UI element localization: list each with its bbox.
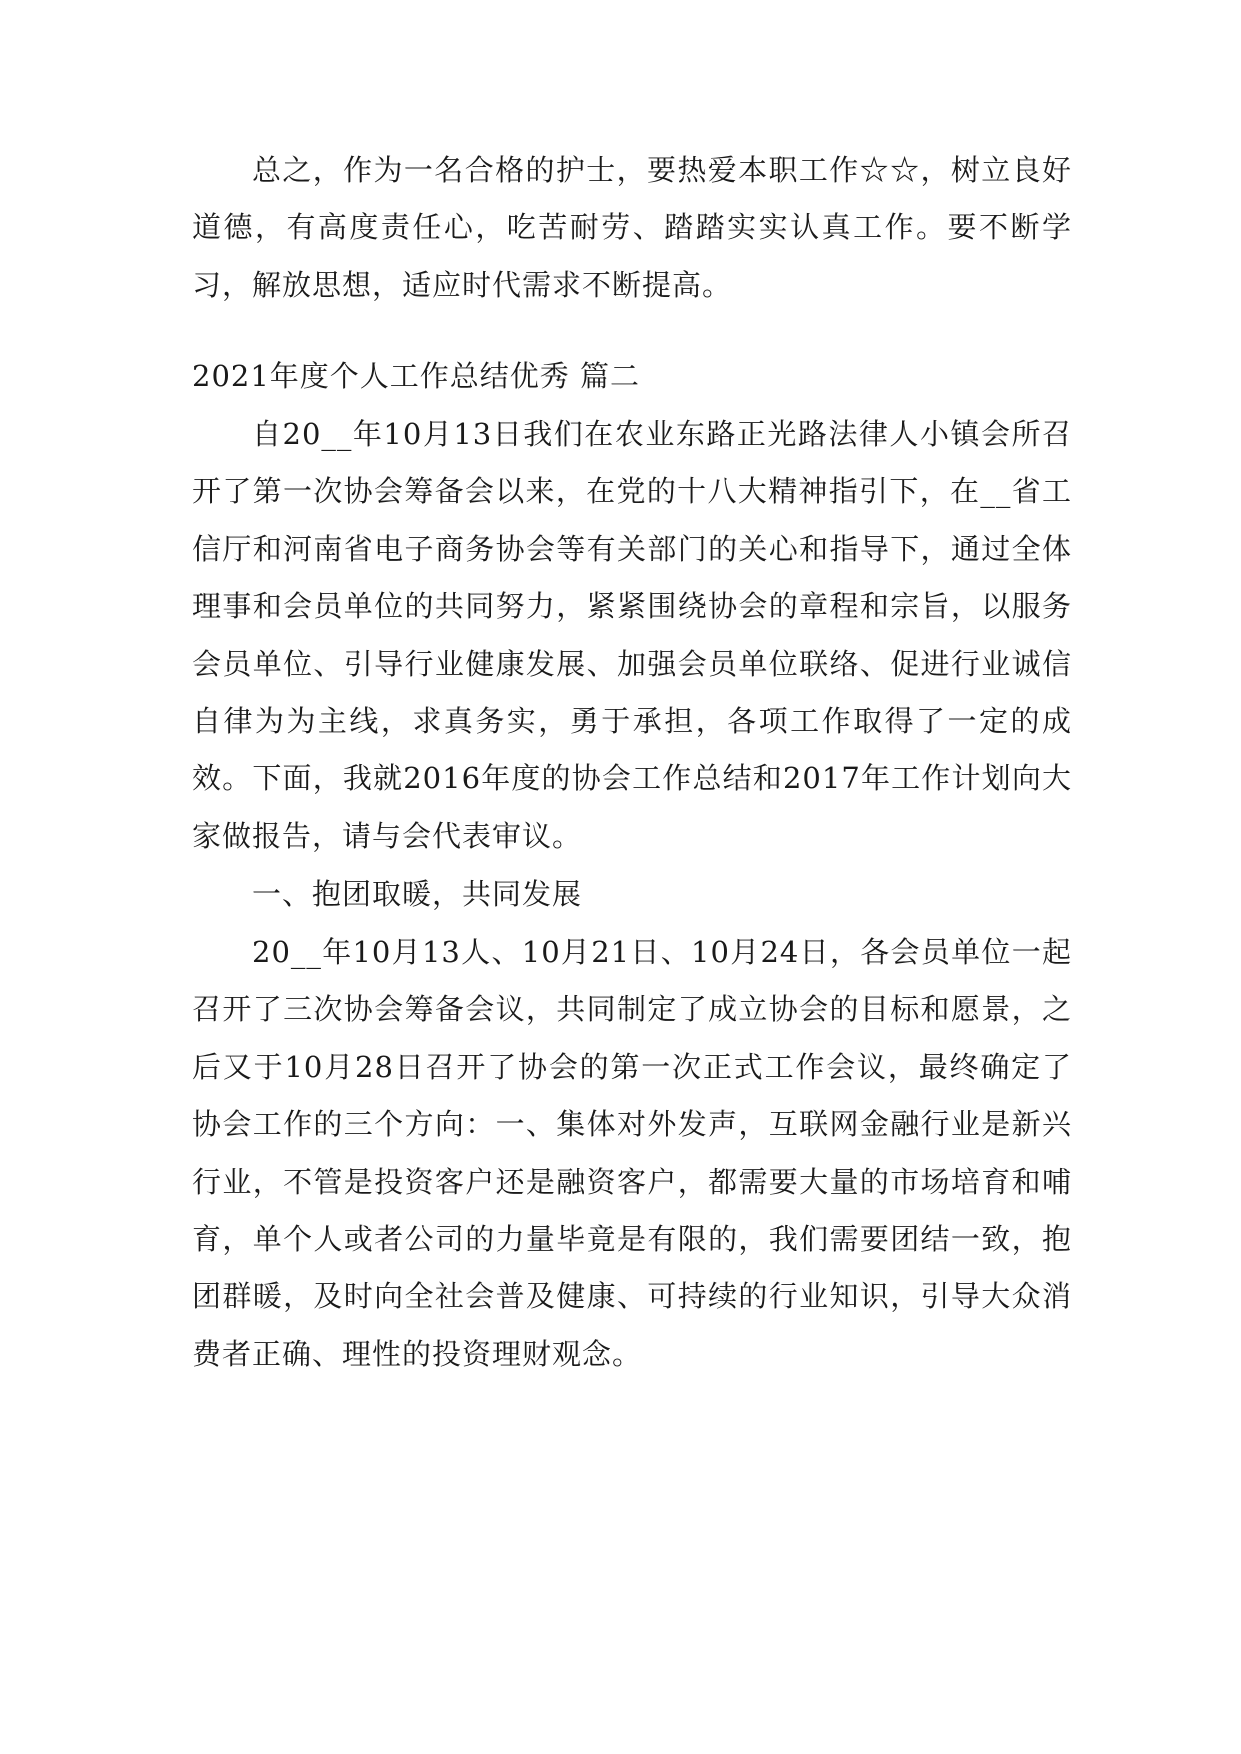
body-paragraph: 20__年10月13人、10月21日、10月24日，各会员单位一起召开了三次协会筹备会议，共同制定了成立协会的目标和愿景，之后又于10月28日召开了协会的第一次正式工作会议，最终确定了协会工作的三个方向：一、集体对外发声，互联网金融行业是新兴行业，不管是投资客户还是融资客户，都需要大量的市场培育和哺育，单个人或者公司的力量毕竟是有限的，我们需要团结一致，抱团群暖，及时向全社会普及健康、可持续的行业知识，引导大众消费者正确、理性的投资理财观念。 bbox=[192, 935, 1072, 1371]
subsection-heading: 一、抱团取暖，共同发展 bbox=[252, 877, 583, 911]
intro-paragraph: 自20__年10月13日我们在农业东路正光路法律人小镇会所召开了第一次协会筹备会以来，在党的十八大精神指引下，在__省工信厅和河南省电子商务协会等有关部门的关心和指导下，通过全体理事和会员单位的共同努力，紧紧围绕协会的章程和宗旨，以服务会员单位、引导行业健康发展、加强会员单位联络、促进行业诚信自律为为主线，求真务实，勇于承担，各项工作取得了一定的成效。下面，我就2016年度的协会工作总结和2017年工作计划向大家做报告，请与会代表审议。 bbox=[192, 417, 1072, 853]
section-title: 2021年度个人工作总结优秀 篇二 bbox=[192, 359, 641, 393]
closing-paragraph: 总之，作为一名合格的护士，要热爱本职工作☆☆，树立良好道德，有高度责任心，吃苦耐劳、踏踏实实认真工作。要不断学习，解放思想，适应时代需求不断提高。 bbox=[192, 153, 1072, 302]
